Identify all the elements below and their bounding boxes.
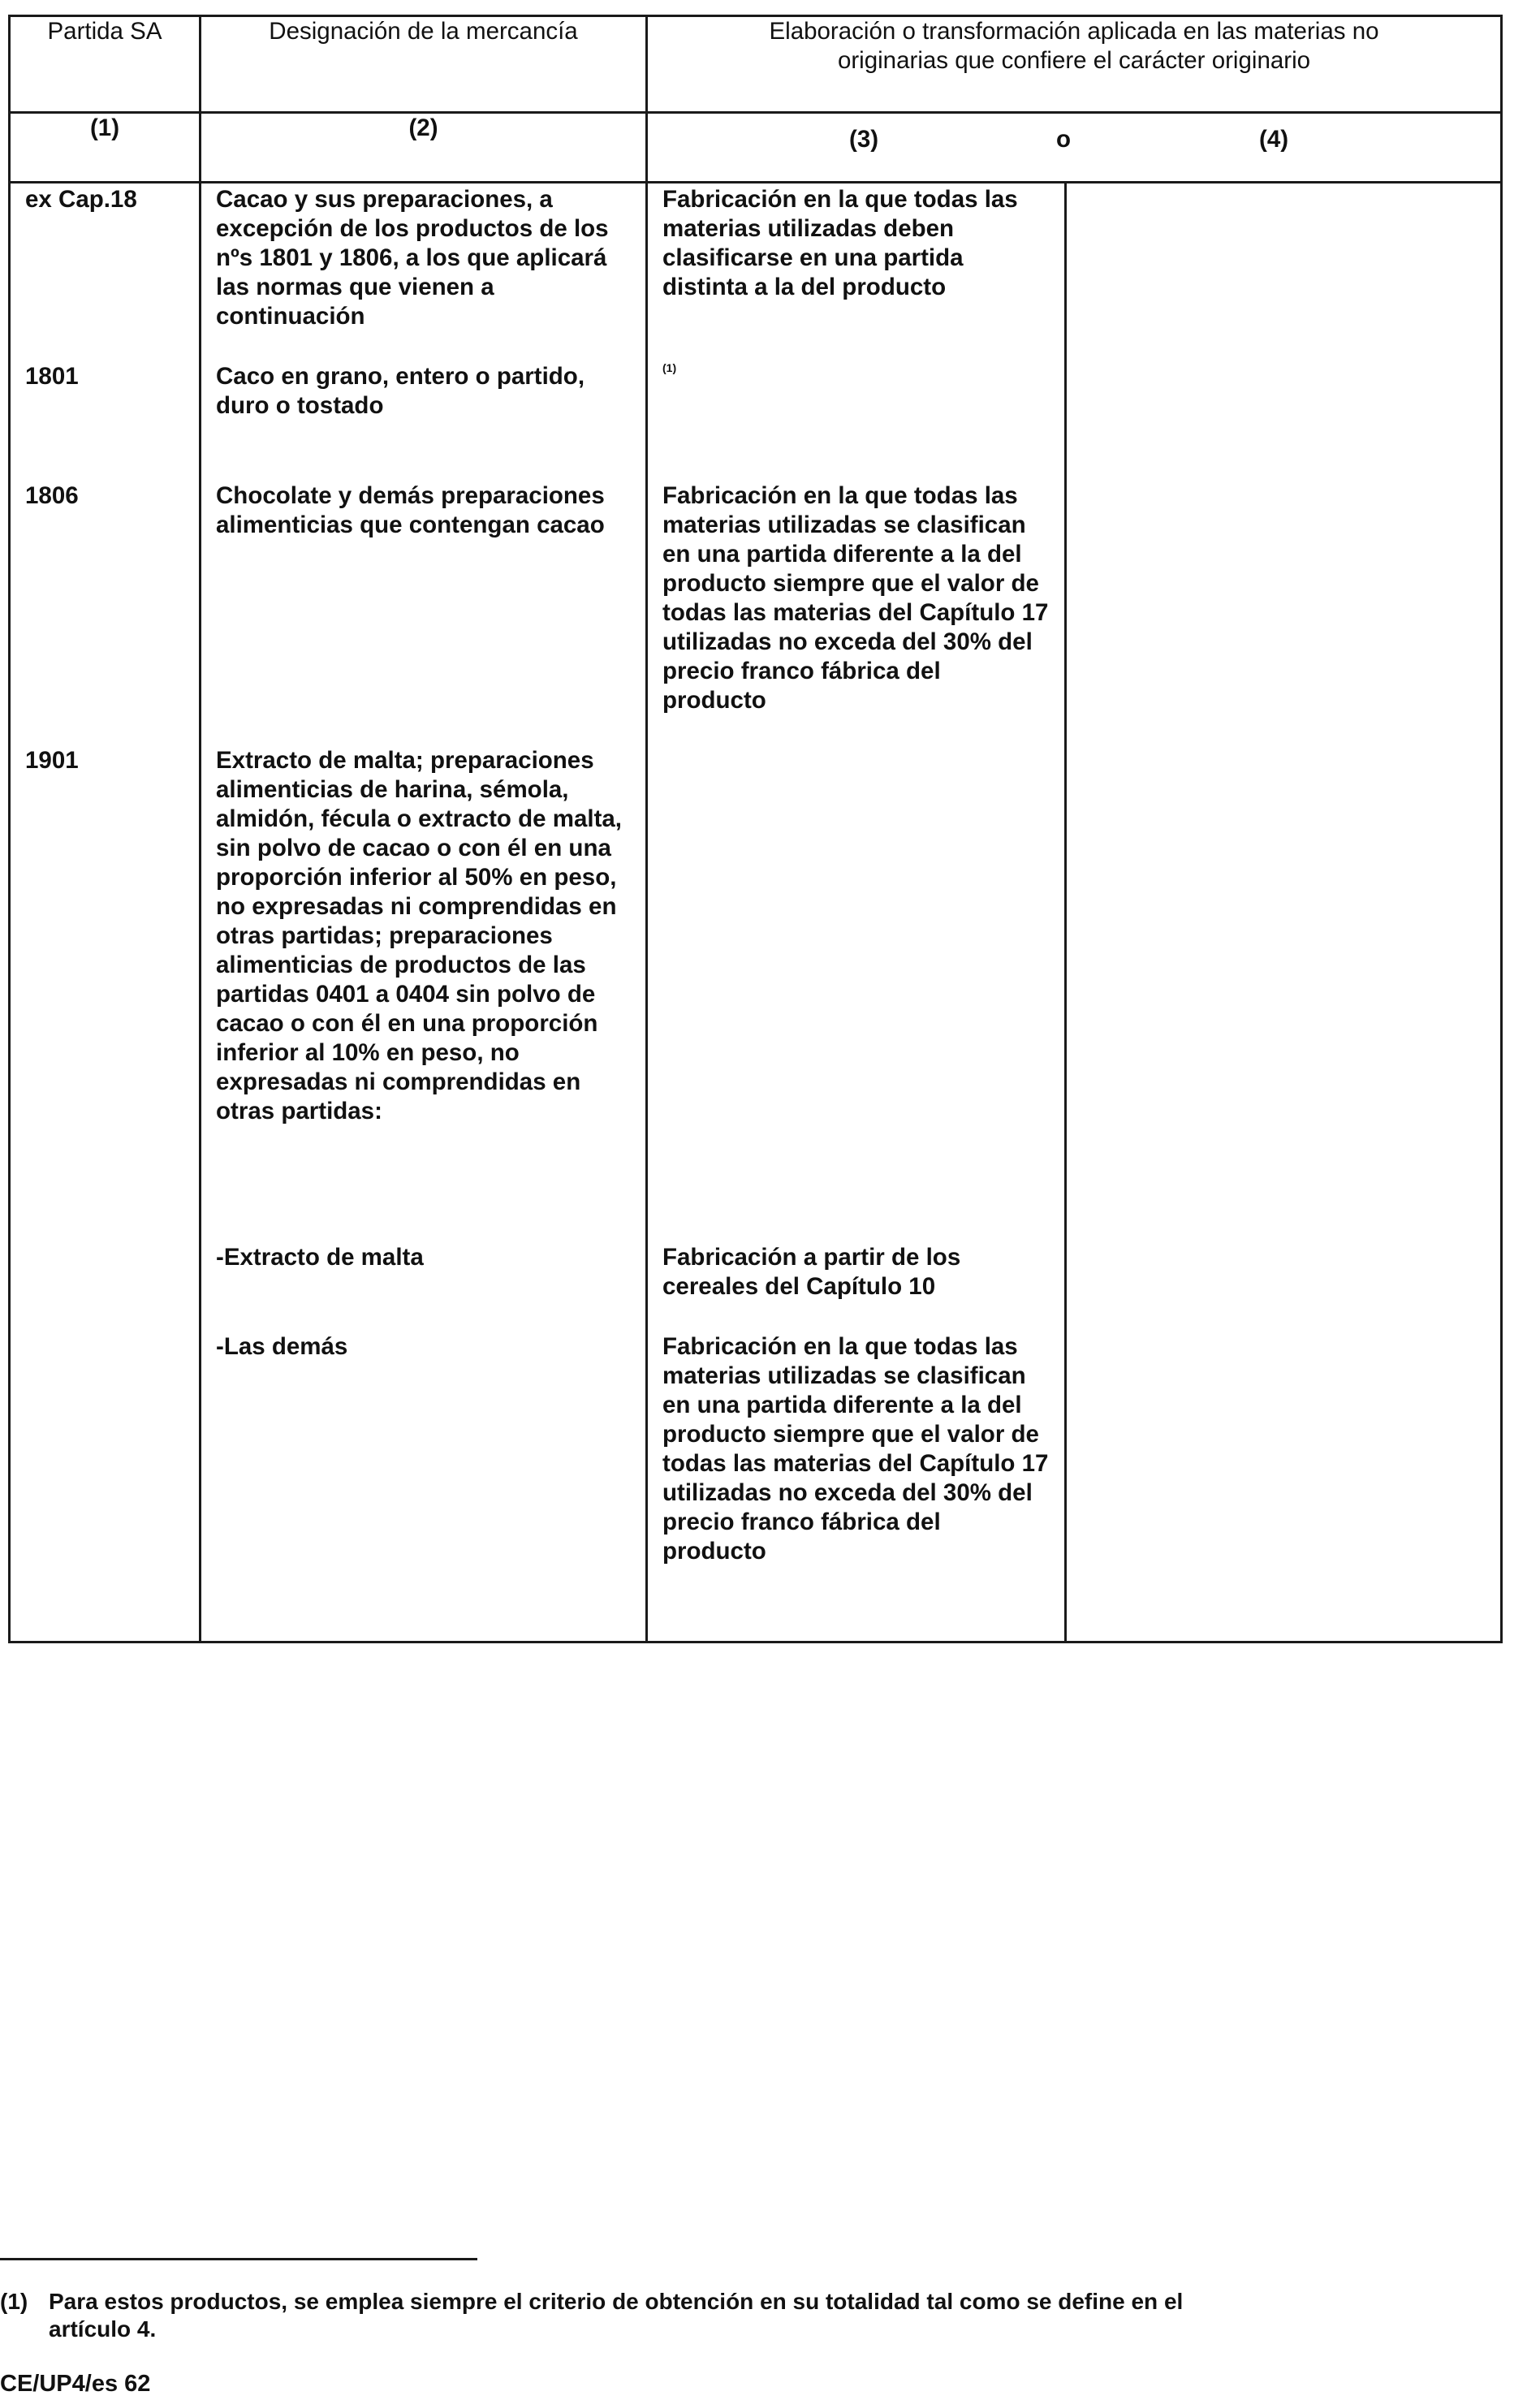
colnum-3-4	[647, 113, 1502, 183]
footnote-separator	[0, 2258, 477, 2260]
footnote-ref-1: (1)	[662, 361, 677, 374]
colnum-2: (2)	[201, 113, 647, 183]
footnote	[0, 2288, 1510, 2343]
column-number-row	[10, 113, 1502, 183]
page-reference: CE/UP4/es 62	[0, 2371, 151, 2397]
header-row	[10, 16, 1502, 113]
footnote-text-line1: Para estos productos, se emplea siempre el criterio de obtención en su totalidad tal como se define en el	[49, 2289, 1184, 2314]
header-elaboracion	[647, 16, 1502, 113]
table-body-row	[10, 183, 1502, 1642]
col-partida	[10, 183, 201, 1642]
header-elaboracion-line1: Elaboración o transformación aplicada en las materias no	[769, 18, 1379, 45]
code-1806: 1806	[25, 482, 79, 509]
rule-1806: Fabricación en la que todas las materias utilizadas se clasifican en una partida diferente a la del producto siempre que el valor de todas las materias del Capítulo 17 utilizadas no exceda del 30% del precio franco fábrica del producto	[662, 482, 1049, 714]
header-elaboracion-line2: originarias que confiere el carácter originario	[837, 47, 1311, 74]
col-regla	[647, 183, 1066, 1642]
footnote-text-line2: artículo 4.	[49, 2316, 157, 2342]
col-designacion	[201, 183, 647, 1642]
colnum-or: o	[1056, 126, 1072, 153]
code-1801: 1801	[25, 363, 79, 390]
colnum-4: (4)	[1259, 126, 1289, 153]
code-ex-cap18: ex Cap.18	[25, 186, 137, 213]
code-1901: 1901	[25, 747, 79, 774]
colnum-3: (3)	[849, 126, 879, 153]
designation-1801: Caco en grano, entero o partido, duro o tostado	[216, 363, 585, 419]
alt-rule	[1067, 183, 1500, 185]
rule-ex-cap18: Fabricación en la que todas las materias utilizadas deben clasificarse en una partida distinta a la del producto	[662, 186, 1018, 300]
designation-las-demas: -Las demás	[216, 1333, 348, 1360]
header-designacion: Designación de la mercancía	[201, 16, 647, 113]
designation-extracto-malta: -Extracto de malta	[216, 1244, 424, 1271]
rule-las-demas: Fabricación en la que todas las materias utilizadas se clasifican en una partida diferente a la del producto siempre que el valor de todas las materias del Capítulo 17 utilizadas no exceda del 30% del precio franco fábrica del producto	[662, 1333, 1049, 1565]
designation-ex-cap18: Cacao y sus preparaciones, a excepción de los productos de los nºs 1801 y 1806, a los que aplicará las normas que vienen a continuación	[216, 186, 609, 330]
rule-1801	[648, 360, 1064, 480]
colnum-1: (1)	[10, 113, 201, 183]
rule-1901	[648, 745, 1064, 1241]
origin-rules-table	[8, 15, 1503, 1643]
header-partida-sa: Partida SA	[10, 16, 201, 113]
rule-extracto-malta: Fabricación a partir de los cereales del Capítulo 10	[662, 1244, 961, 1300]
designation-1806: Chocolate y demás preparaciones alimenticias que contengan cacao	[216, 482, 605, 538]
col-alternativa	[1066, 183, 1502, 1642]
footnote-number: (1)	[0, 2289, 28, 2314]
designation-1901: Extracto de malta; preparaciones alimenticias de harina, sémola, almidón, fécula o extracto de malta, sin polvo de cacao o con él en una proporción inferior al 50% en peso, no expresadas ni comprendidas en otras partidas; preparaciones alimenticias de productos de las partidas 0401 a 0404 sin polvo de cacao o con él en una proporción inferior al 10% en peso, no expresadas ni comprendidas en otras partidas:	[216, 747, 623, 1124]
